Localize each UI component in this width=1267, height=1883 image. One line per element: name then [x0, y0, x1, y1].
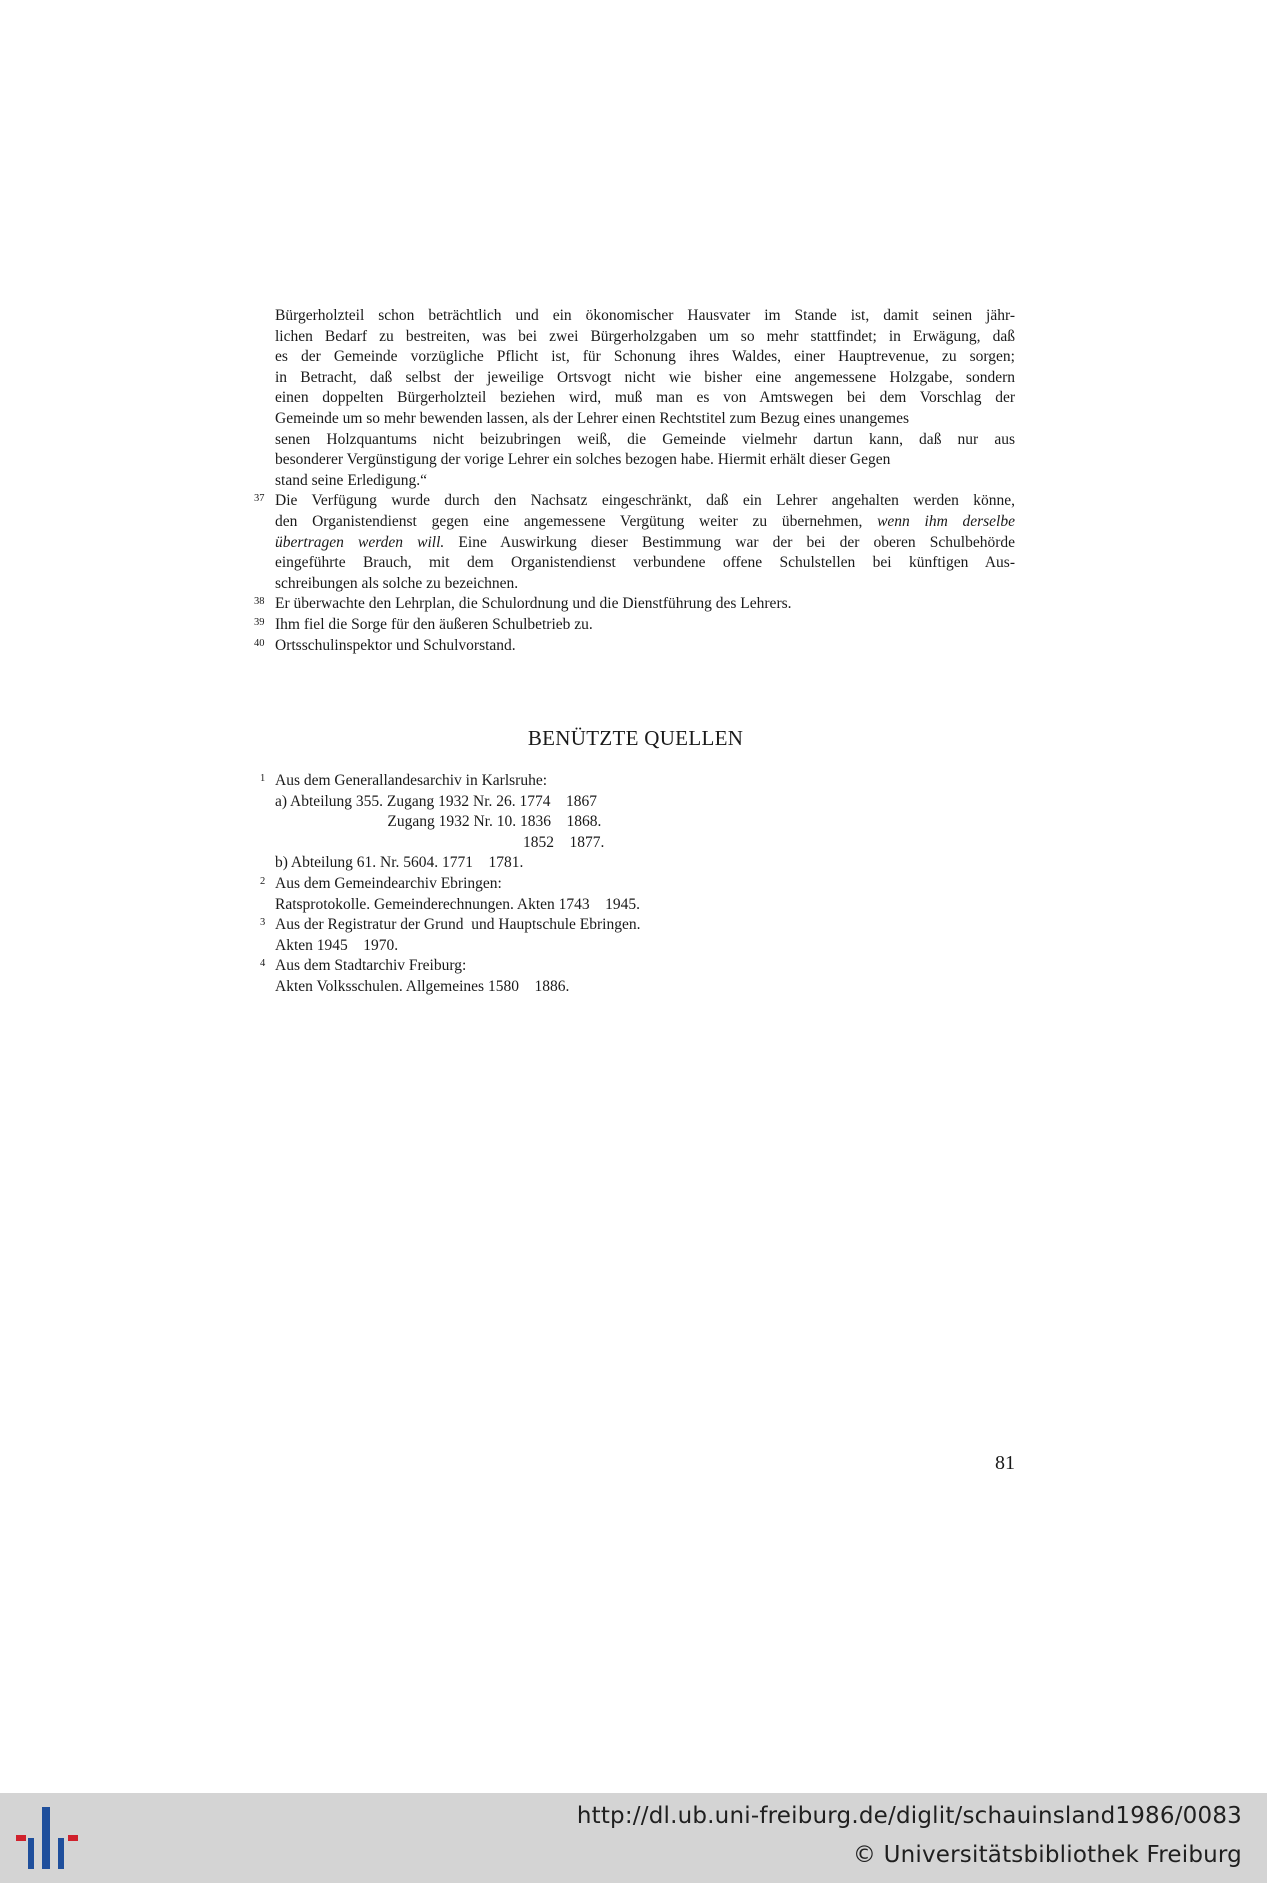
- text-line: Bürgerholzteil schon beträchtlich und ein ökonomischer Hausvater im Stande ist, damit seinen jähr-: [275, 307, 1015, 324]
- source-number: 4: [260, 958, 266, 970]
- source-item-1: [260, 771, 1015, 874]
- source-line: Akten Volksschulen. Allgemeines 1580 1886.: [275, 977, 570, 995]
- source-line: Aus der Registratur der Grund und Hauptschule Ebringen.: [275, 916, 641, 934]
- italic-segment: wenn ihm derselbe: [877, 512, 1015, 530]
- logo-blue-bar-left: [28, 1838, 34, 1869]
- library-logo-icon-svg: [16, 1805, 82, 1875]
- quoted-continuation: [275, 306, 1015, 491]
- source-number: 2: [260, 875, 266, 887]
- sources-heading: [0, 726, 1267, 751]
- main-text-column: [254, 306, 1016, 656]
- text-segment: Eine Auswirkung dieser Bestimmung war der bei der oberen Schulbehörde: [458, 533, 1016, 551]
- text-line: besonderer Vergünstigung der vorige Lehrer ein solches bezogen habe. Hiermit erhält dieser Gegen: [275, 451, 891, 469]
- footnote-number: 37: [254, 493, 265, 505]
- source-line: Akten 1945 1970.: [275, 936, 399, 954]
- source-line: a) Abteilung 355. Zugang 1932 Nr. 26. 1774 1867: [275, 792, 598, 810]
- footnote-body: Ihm fiel die Sorge für den äußeren Schulbetrieb zu.: [275, 615, 593, 633]
- page-number: 81: [995, 1452, 1015, 1474]
- logo-red-mark-right: [68, 1835, 78, 1841]
- footnote-number: 40: [254, 637, 265, 649]
- library-logo-icon: [16, 1805, 82, 1875]
- footnote-number: 38: [254, 596, 265, 608]
- footnote-40: [254, 636, 1015, 657]
- logo-blue-bar-main: [42, 1807, 50, 1869]
- logo-red-mark-left: [16, 1835, 26, 1841]
- text-line: lichen Bedarf zu bestreiten, was bei zwei Bürgerholzgaben um so mehr stattfindet; in Erwägung, daß: [275, 327, 1015, 345]
- text-line: es der Gemeinde vorzügliche Pflicht ist, für Schonung ihres Waldes, einer Hauptrevenue, zu sorgen;: [275, 348, 1015, 366]
- source-url[interactable]: http://dl.ub.uni-freiburg.de/diglit/schauinsland1986/0083: [576, 1803, 1242, 1829]
- text-line: eingeführte Brauch, mit dem Organistendienst verbundene offene Schulstellen bei künftigen Aus-: [275, 554, 1015, 572]
- text-line: [275, 533, 1015, 554]
- source-line: 1852 1877.: [275, 833, 605, 851]
- text-line: Die Verfügung wurde durch den Nachsatz eingeschränkt, daß ein Lehrer angehalten werden könne,: [275, 492, 1015, 510]
- footer-bar: [0, 1793, 1267, 1883]
- sources-heading-text: BENÜTZTE QUELLEN: [527, 726, 744, 750]
- sources-list: [260, 771, 1015, 998]
- text-segment: den Organistendienst gegen eine angemessene Vergütung weiter zu übernehmen,: [275, 512, 863, 530]
- source-line: Ratsprotokolle. Gemeinderechnungen. Akten 1743 1945.: [275, 895, 641, 913]
- source-number: 1: [260, 773, 266, 784]
- source-line: b) Abteilung 61. Nr. 5604. 1771 1781.: [275, 854, 524, 872]
- footnote-body: [275, 491, 1015, 594]
- text-line: einen doppelten Bürgerholzteil beziehen wird, muß man es von Amtswegen bei dem Vorschlag der: [275, 389, 1015, 407]
- footnote-body: Ortsschulinspektor und Schulvorstand.: [275, 636, 516, 654]
- source-item-4: [260, 956, 1015, 997]
- source-item-3: [260, 915, 1015, 956]
- logo-blue-bar-right: [58, 1838, 64, 1869]
- italic-segment: übertragen werden will.: [275, 533, 445, 551]
- text-line: [275, 512, 1015, 533]
- footnote-38: [254, 594, 1015, 615]
- footnote-39: [254, 615, 1015, 636]
- text-line: in Betracht, daß selbst der jeweilige Ortsvogt nicht wie bisher eine angemessene Holzgabe, sondern: [275, 368, 1015, 386]
- source-line: Zugang 1932 Nr. 10. 1836 1868.: [275, 813, 602, 831]
- source-item-2: [260, 874, 1015, 915]
- footnote-body: Er überwachte den Lehrplan, die Schulordnung und die Dienstführung des Lehrers.: [275, 595, 792, 613]
- source-line: Aus dem Stadtarchiv Freiburg:: [275, 957, 467, 975]
- copyright-notice: © Universitätsbibliothek Freiburg: [852, 1842, 1242, 1868]
- footnote-37: [254, 491, 1016, 594]
- text-line: schreibungen als solche zu bezeichnen.: [275, 574, 519, 592]
- footnote-number: 39: [254, 616, 265, 628]
- text-line: senen Holzquantums nicht beizubringen weiß, die Gemeinde vielmehr dartun kann, daß nur aus: [275, 430, 1015, 448]
- text-line: Gemeinde um so mehr bewenden lassen, als der Lehrer einen Rechtstitel zum Bezug eines unangemes: [275, 409, 909, 427]
- source-line: Aus dem Gemeindearchiv Ebringen:: [275, 874, 502, 892]
- text-line: stand seine Erledigung.“: [275, 471, 427, 489]
- source-line: Aus dem Generallandesarchiv in Karlsruhe:: [275, 772, 548, 789]
- source-number: 3: [260, 917, 266, 929]
